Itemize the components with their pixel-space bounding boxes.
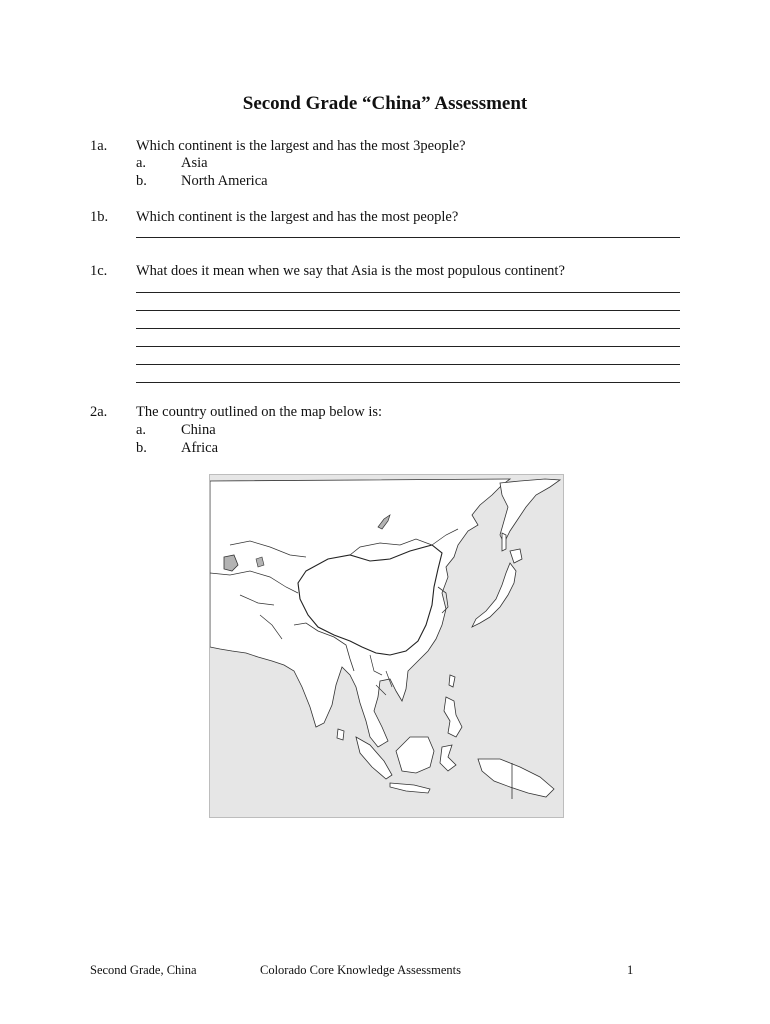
asia-map (209, 474, 564, 818)
answer-option-a (136, 421, 216, 439)
answer-line[interactable] (136, 310, 680, 311)
page-title: Second Grade “China” Assessment (242, 93, 528, 114)
answer-option-a (136, 154, 208, 172)
option-text: China (181, 422, 216, 438)
question-number: 2a. (90, 404, 108, 420)
answer-line[interactable] (136, 346, 680, 347)
answer-option-b (136, 172, 268, 190)
asia-map-drawing (210, 475, 563, 817)
sri-lanka (337, 729, 344, 740)
option-text: North America (181, 173, 268, 189)
footer-left: Second Grade, China (90, 963, 197, 977)
footer-center: Colorado Core Knowledge Assessments (260, 963, 462, 977)
question-text: Which continent is the largest and has the most 3people? (136, 138, 466, 154)
answer-line[interactable] (136, 237, 680, 238)
question-number: 1b. (90, 209, 109, 225)
question-text: Which continent is the largest and has the most people? (136, 209, 459, 225)
question-number: 1c. (90, 263, 108, 279)
answer-line[interactable] (136, 364, 680, 365)
answer-option-b (136, 439, 218, 457)
option-letter: b. (136, 440, 147, 456)
question-text: The country outlined on the map below is: (136, 404, 383, 420)
option-letter: a. (136, 422, 147, 438)
option-letter: a. (136, 155, 147, 171)
answer-line[interactable] (136, 328, 680, 329)
option-text: Asia (181, 155, 208, 171)
sakhalin (502, 533, 506, 551)
option-text: Africa (181, 440, 219, 456)
answer-line[interactable] (136, 292, 680, 293)
option-letter: b. (136, 173, 147, 189)
answer-line[interactable] (136, 382, 680, 383)
question-text: What does it mean when we say that Asia is the most populous continent? (136, 263, 565, 279)
page-number: 1 (627, 963, 634, 977)
question-number: 1a. (90, 138, 108, 154)
